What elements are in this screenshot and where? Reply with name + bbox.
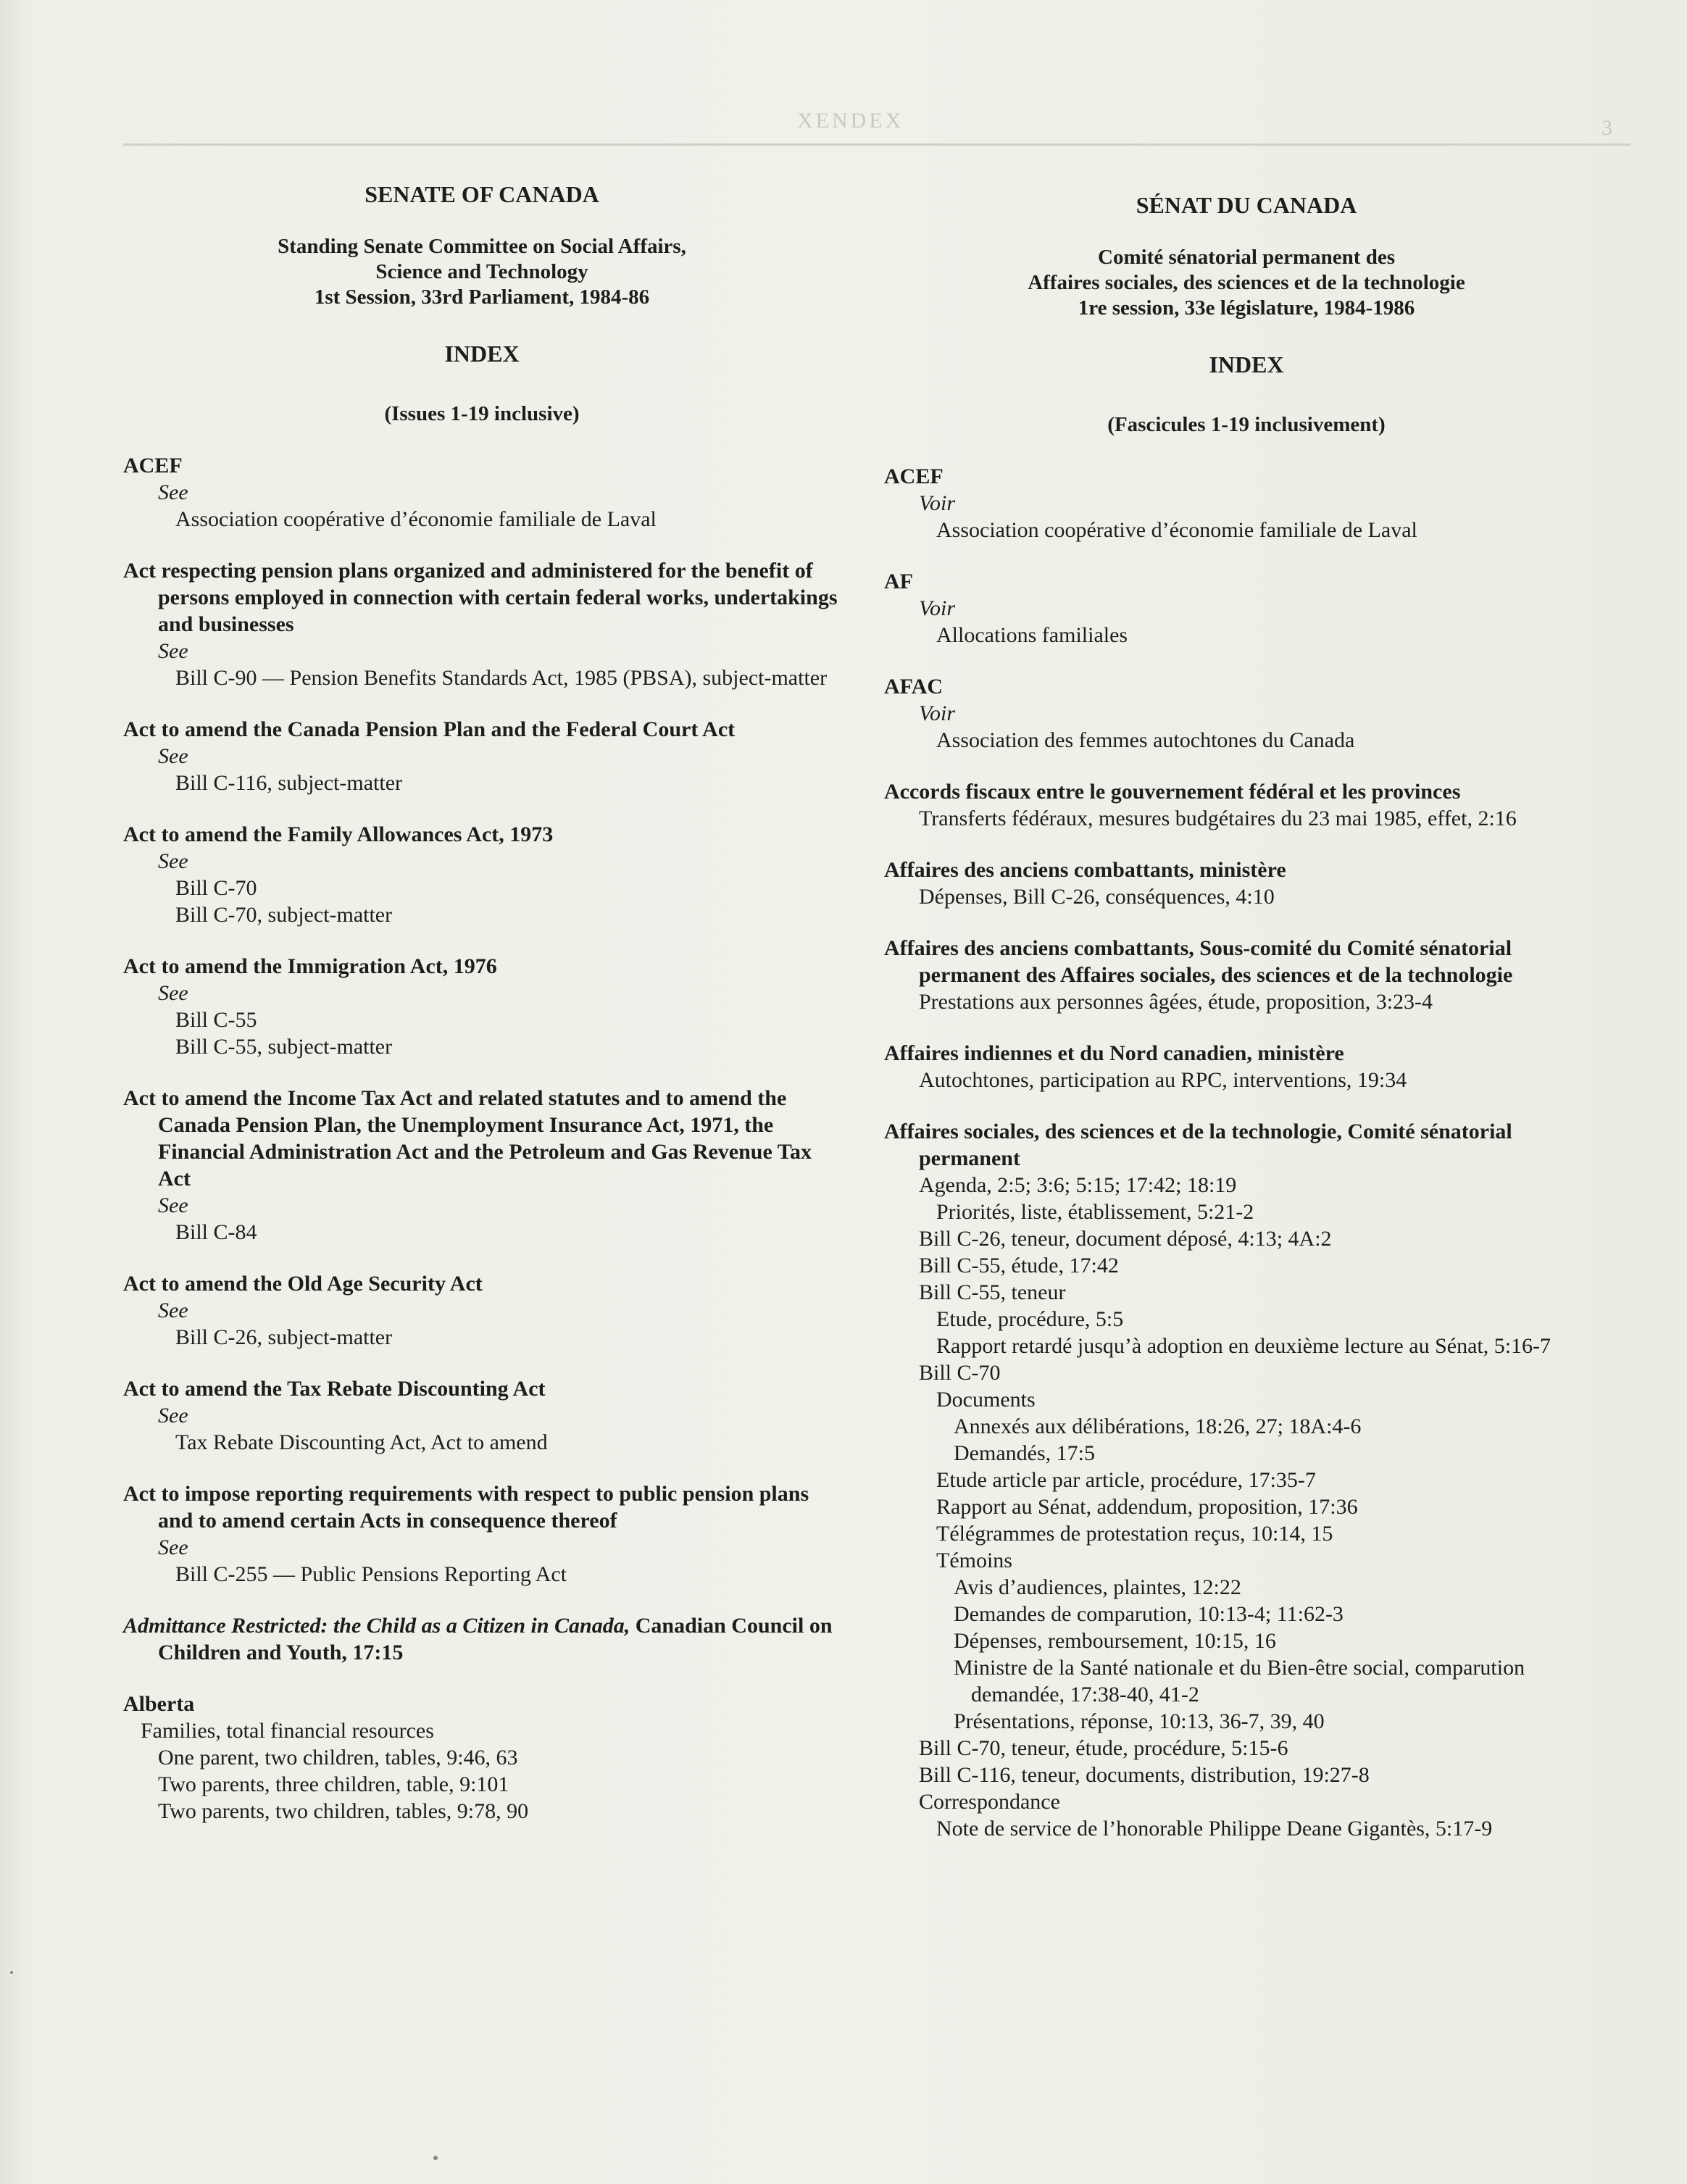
subentry-item: Témoins	[936, 1549, 1012, 1572]
cross-reference: Bill C-55	[175, 1008, 257, 1032]
cross-reference: Bill C-255 — Public Pensions Reporting Act	[175, 1562, 567, 1586]
entry-heading: Affaires sociales, des sciences et de la technologie, Comité sénatorial permanent	[884, 1120, 1512, 1170]
subentry-item: Rapport retardé jusqu’à adoption en deuxième lecture au Sénat, 5:16-7	[936, 1334, 1551, 1358]
see-label: See	[158, 1299, 188, 1322]
entry-heading: Affaires indiennes et du Nord canadien, ministère	[884, 1041, 1344, 1065]
entry-heading	[123, 1612, 841, 1666]
index-entry-admittance-restricted	[123, 1612, 841, 1666]
index-entry-anciens-combattants-ministere	[884, 856, 1609, 910]
index-entry-anciens-combattants-sous-comite	[884, 935, 1609, 1015]
cross-reference: Bill C-55, subject-matter	[175, 1035, 393, 1059]
subentry: Bill C-55, teneur	[919, 1280, 1066, 1304]
index-entry-pension-plans	[123, 557, 841, 691]
subentry-item: Présentations, réponse, 10:13, 36-7, 39, 40	[954, 1709, 1325, 1733]
subentry-item: Etude article par article, procédure, 17:35-7	[936, 1468, 1316, 1492]
entry-heading: Act to amend the Tax Rebate Discounting Act	[123, 1377, 546, 1401]
subentry: Bill C-26, teneur, document déposé, 4:13; 4A:2	[919, 1227, 1332, 1251]
page-number: 3	[1601, 116, 1612, 140]
subentry-item: Rapport au Sénat, addendum, proposition, 17:36	[936, 1495, 1358, 1519]
french-column	[884, 192, 1609, 1842]
subentry: Agenda, 2:5; 3:6; 5:15; 17:42; 18:19	[919, 1173, 1237, 1197]
english-header	[123, 181, 841, 428]
entry-heading: Affaires des anciens combattants, ministère	[884, 858, 1286, 882]
subentry: Bill C-55, étude, 17:42	[919, 1254, 1119, 1278]
index-entry-cpp-federal-court	[123, 716, 841, 796]
index-entry-accords-fiscaux	[884, 778, 1609, 832]
voir-label: Voir	[919, 701, 956, 725]
entry-heading: Accords fiscaux entre le gouvernement fédéral et les provinces	[884, 780, 1461, 804]
cross-reference: Bill C-84	[175, 1220, 257, 1244]
session-line: 1re session, 33e législature, 1984-1986	[1078, 296, 1415, 320]
entry-heading: ACEF	[123, 454, 183, 478]
index-entry-reporting-requirements	[123, 1480, 841, 1588]
index-title: INDEX	[1209, 351, 1284, 378]
subentry-item: Two parents, three children, table, 9:101	[158, 1772, 509, 1796]
index-entry-affaires-indiennes	[884, 1040, 1609, 1093]
entry-heading: AFAC	[884, 675, 944, 699]
print-speck	[433, 2156, 438, 2160]
subentry: Dépenses, Bill C-26, conséquences, 4:10	[919, 885, 1275, 909]
subentry-item: Documents	[936, 1388, 1036, 1412]
header-rule	[123, 143, 1630, 146]
index-entry-af	[884, 568, 1609, 649]
subentry-item: Note de service de l’honorable Philippe Deane Gigantès, 5:17-9	[936, 1817, 1493, 1841]
see-label: See	[158, 1535, 188, 1559]
cross-reference: Association coopérative d’économie familiale de Laval	[175, 507, 657, 531]
entry-heading: Act to amend the Canada Pension Plan and the Federal Court Act	[123, 717, 736, 741]
index-entry-family-allowances	[123, 821, 841, 928]
senate-title: SÉNAT DU CANADA	[1136, 192, 1357, 218]
subentry-item: Télégrammes de protestation reçus, 10:14, 15	[936, 1522, 1333, 1546]
committee-name-line1: Standing Senate Committee on Social Affairs,	[278, 235, 686, 258]
subentry-item: Dépenses, remboursement, 10:15, 16	[954, 1629, 1276, 1653]
subentry-item: Demandes de comparution, 10:13-4; 11:62-3	[954, 1602, 1344, 1626]
cross-reference: Bill C-70	[175, 876, 257, 900]
subentry: Autochtones, participation au RPC, interventions, 19:34	[919, 1068, 1407, 1092]
cross-reference: Association coopérative d’économie familiale de Laval	[936, 518, 1417, 542]
see-label: See	[158, 1404, 188, 1427]
subentry-item: Ministre de la Santé nationale et du Bien-être social, comparution demandée, 17:38-40, 41-2	[954, 1656, 1525, 1706]
entry-heading: Act to amend the Income Tax Act and related statutes and to amend the Canada Pension Plan, the Unemployment Insurance Act, 1971, the Financial Administration Act and the Petroleum and Gas Revenue Tax Act	[123, 1086, 812, 1191]
print-speck	[10, 1971, 13, 1974]
index-entry-afac	[884, 673, 1609, 754]
cross-reference: Bill C-90 — Pension Benefits Standards Act, 1985 (PBSA), subject-matter	[175, 666, 828, 690]
english-column	[123, 181, 841, 1825]
cross-reference: Bill C-26, subject-matter	[175, 1325, 393, 1349]
entry-heading: Act to amend the Family Allowances Act, 1973	[123, 822, 554, 846]
index-entry-income-tax	[123, 1085, 841, 1246]
subentry: Bill C-70	[919, 1361, 1001, 1385]
index-title: INDEX	[444, 341, 520, 367]
entry-heading: Alberta	[123, 1692, 195, 1716]
voir-label: Voir	[919, 596, 956, 620]
subentry: Bill C-70, teneur, étude, procédure, 5:15-6	[919, 1736, 1288, 1760]
subentry-item: Annexés aux délibérations, 18:26, 27; 18A:4-6	[954, 1414, 1362, 1438]
entry-heading: Act respecting pension plans organized and administered for the benefit of persons employed in connection with certain federal works, undertakings and businesses	[123, 559, 838, 636]
committee-name-line2: Affaires sociales, des sciences et de la technologie	[1028, 271, 1465, 294]
subentry-item: Avis d’audiences, plaintes, 12:22	[954, 1575, 1241, 1599]
subentry-item: Two parents, two children, tables, 9:78, 90	[158, 1799, 529, 1823]
index-entry-acef	[884, 463, 1609, 543]
committee-name-line1: Comité sénatorial permanent des	[1098, 246, 1395, 269]
subentry: Families, total financial resources	[141, 1719, 434, 1743]
index-entry-tax-rebate	[123, 1375, 841, 1456]
subentry: Bill C-116, teneur, documents, distribution, 19:27-8	[919, 1763, 1370, 1787]
subentry-item: Priorités, liste, établissement, 5:21-2	[936, 1200, 1254, 1224]
publication-title: Admittance Restricted: the Child as a Citizen in Canada,	[123, 1614, 630, 1638]
cross-reference: Tax Rebate Discounting Act, Act to amend	[175, 1430, 548, 1454]
voir-label: Voir	[919, 491, 956, 515]
french-header	[884, 192, 1609, 438]
cross-reference: Association des femmes autochtones du Canada	[936, 728, 1355, 752]
subentry: Transferts fédéraux, mesures budgétaires du 23 mai 1985, effet, 2:16	[919, 807, 1517, 830]
committee-name-line2: Science and Technology	[375, 260, 588, 283]
entry-heading: ACEF	[884, 464, 944, 488]
publication-source: Canadian Council on Children and Youth, 17:15	[158, 1614, 833, 1664]
see-label: See	[158, 849, 188, 873]
entry-heading: Act to impose reporting requirements with respect to public pension plans and to amend certain Acts in consequence thereof	[123, 1482, 809, 1533]
subentry-item: Etude, procédure, 5:5	[936, 1307, 1124, 1331]
index-entry-acef	[123, 452, 841, 533]
index-entry-affaires-sociales	[884, 1118, 1609, 1842]
entry-heading: Act to amend the Old Age Security Act	[123, 1272, 483, 1296]
see-label: See	[158, 744, 188, 768]
see-label: See	[158, 981, 188, 1005]
see-label: See	[158, 639, 188, 663]
running-head: XENDEX	[797, 109, 904, 133]
index-entry-immigration	[123, 953, 841, 1060]
entry-heading: Act to amend the Immigration Act, 1976	[123, 954, 497, 978]
entry-heading: Affaires des anciens combattants, Sous-comité du Comité sénatorial permanent des Affaires sociales, des sciences et de la technologie	[884, 936, 1513, 987]
subentry-item: One parent, two children, tables, 9:46, 63	[158, 1746, 518, 1770]
senate-title: SENATE OF CANADA	[365, 181, 599, 207]
see-label: See	[158, 1193, 188, 1217]
session-line: 1st Session, 33rd Parliament, 1984-86	[314, 285, 650, 309]
issues-range: (Issues 1-19 inclusive)	[384, 402, 580, 425]
subentry: Prestations aux personnes âgées, étude, proposition, 3:23-4	[919, 990, 1433, 1014]
index-entry-alberta	[123, 1691, 841, 1825]
cross-reference: Bill C-70, subject-matter	[175, 903, 393, 927]
cross-reference: Bill C-116, subject-matter	[175, 771, 402, 795]
entry-heading: AF	[884, 570, 913, 593]
cross-reference: Allocations familiales	[936, 623, 1128, 647]
index-entry-old-age-security	[123, 1270, 841, 1351]
subentry: Correspondance	[919, 1790, 1060, 1814]
subentry-item: Demandés, 17:5	[954, 1441, 1095, 1465]
see-label: See	[158, 480, 188, 504]
issues-range: (Fascicules 1-19 inclusivement)	[1107, 413, 1386, 436]
